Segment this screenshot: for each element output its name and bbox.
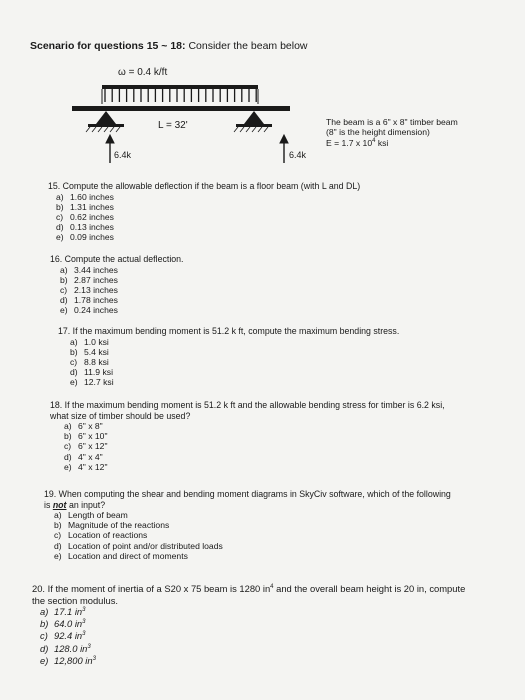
answer-option [40, 655, 465, 667]
q20-prompt-line2: the section modulus. [32, 594, 118, 606]
option-exponent: 3 [82, 619, 86, 626]
beam-desc-line2: (8" is the height dimension) [326, 127, 430, 138]
option-text: 1.78 inches [74, 295, 118, 306]
option-text: 2.13 inches [74, 284, 118, 295]
option-letter: a) [54, 510, 62, 520]
option-letter: c) [60, 284, 68, 295]
answer-option [56, 192, 360, 202]
option-text: 12,800 in [54, 654, 93, 666]
question-20 [32, 583, 465, 667]
option-letter: d) [56, 222, 64, 233]
answer-option [70, 377, 399, 387]
answer-option [40, 643, 465, 655]
q19-options [44, 510, 451, 561]
distributed-load [102, 85, 258, 104]
q16-prompt: 16. Compute the actual deflection. [50, 254, 184, 264]
answer-option [54, 551, 451, 561]
option-letter: b) [56, 201, 64, 212]
q18-prompt-line2: what size of timber should be used? [50, 410, 191, 421]
beam [72, 106, 290, 111]
answer-option [56, 232, 360, 242]
answer-option [56, 222, 360, 232]
option-text: Location of reactions [68, 530, 148, 541]
option-text: 6" x 12" [78, 441, 108, 452]
option-letter: d) [64, 451, 72, 462]
q17-options [58, 337, 399, 388]
beam-description [326, 117, 458, 148]
q18-options [50, 421, 445, 472]
option-text: Location of point and/or distributed loads [68, 540, 223, 551]
question-15 [48, 181, 360, 243]
q19-prompt-line2: is not an input? [44, 499, 106, 510]
option-letter: b) [60, 274, 68, 285]
option-letter: a) [60, 264, 68, 275]
option-text: 92.4 in [54, 630, 83, 642]
option-text: 1.31 inches [70, 201, 114, 212]
answer-option [70, 357, 399, 367]
option-letter: c) [40, 630, 48, 642]
option-text: 1.60 inches [70, 191, 114, 202]
option-text: 12.7 ksi [84, 377, 114, 388]
option-letter: b) [40, 618, 49, 630]
beam-length-label: L = 32' [158, 120, 188, 131]
answer-option [64, 452, 445, 462]
option-exponent: 3 [92, 655, 96, 662]
q20-options [32, 606, 465, 667]
right-reaction-label: 6.4k [289, 150, 307, 160]
beam-load-label: ω = 0.4 k/ft [118, 67, 168, 78]
scenario-text: Consider the beam below [188, 40, 308, 52]
left-support [86, 111, 124, 132]
question-19 [44, 489, 451, 561]
question-17 [58, 326, 399, 388]
option-text: 0.62 inches [70, 211, 114, 222]
beam-desc-line3: E = 1.7 x $10^4$ ksi [326, 137, 389, 148]
option-letter: d) [40, 642, 49, 654]
answer-option [56, 212, 360, 222]
option-text: 3.44 inches [74, 264, 118, 275]
answer-option [60, 275, 184, 285]
option-text: 64.0 in [54, 618, 83, 630]
q18-prompt-line1: 18. If the maximum bending moment is 51.2 k ft and the allowable bending stress for timber is 6.2 ksi, [50, 400, 445, 410]
option-text: 0.24 inches [74, 305, 118, 316]
option-text: 0.13 inches [70, 222, 114, 233]
left-reaction-label: 6.4k [114, 150, 132, 160]
option-text: Length of beam [68, 510, 128, 520]
answer-option [54, 541, 451, 551]
option-letter: c) [64, 441, 72, 452]
answer-option [40, 606, 465, 618]
answer-option [60, 305, 184, 315]
answer-option [40, 630, 465, 642]
option-letter: e) [70, 377, 78, 388]
answer-option [70, 367, 399, 377]
beam-desc-line1: The beam is a 6" x 8" timber beam [326, 117, 458, 127]
option-text: 4" x 12" [78, 461, 108, 472]
answer-option [60, 285, 184, 295]
option-text: 4" x 4" [78, 451, 103, 462]
option-letter: d) [60, 295, 68, 306]
answer-option [60, 295, 184, 305]
option-letter: e) [64, 461, 72, 472]
option-text: 6" x 10" [78, 431, 108, 442]
option-letter: b) [64, 431, 72, 442]
option-text: 17.1 in [54, 606, 83, 617]
q15-options [48, 192, 360, 243]
answer-option [64, 421, 445, 431]
question-16 [50, 254, 184, 316]
option-letter: e) [60, 305, 68, 316]
option-letter: a) [40, 606, 49, 617]
q17-prompt: 17. If the maximum bending moment is 51.2 k ft, compute the maximum bending stress. [58, 326, 400, 336]
answer-option [64, 462, 445, 472]
option-letter: a) [64, 421, 72, 431]
option-letter: b) [70, 346, 78, 357]
q16-options [50, 265, 184, 316]
question-18 [50, 400, 445, 472]
answer-option [70, 337, 399, 347]
option-letter: c) [56, 211, 64, 222]
option-text: Location and direct of moments [68, 550, 188, 561]
answer-option [40, 618, 465, 630]
left-reaction-arrow [106, 135, 114, 163]
answer-option [56, 202, 360, 212]
option-exponent: 3 [87, 643, 91, 650]
answer-option [64, 441, 445, 451]
answer-option [54, 510, 451, 520]
option-letter: d) [70, 367, 78, 378]
option-text: 128.0 in [54, 642, 88, 654]
q20-prompt-line1: 20. If the moment of inertia of a S20 x 75 beam is 1280 $in^4$ and the overall beam height is 20 in, compute [32, 583, 466, 594]
option-text: 0.09 inches [70, 232, 114, 243]
option-text: 1.0 ksi [84, 336, 109, 347]
q19-prompt-line1: 19. When computing the shear and bending moment diagrams in SkyCiv software, which of the following [44, 489, 451, 499]
option-text: 5.4 ksi [84, 346, 109, 357]
answer-option [60, 265, 184, 275]
option-letter: e) [54, 550, 62, 561]
answer-option [54, 520, 451, 530]
option-letter: a) [70, 336, 78, 347]
option-text: Magnitude of the reactions [68, 520, 170, 531]
option-letter: c) [70, 356, 78, 367]
right-support [234, 111, 272, 132]
option-text: 8.8 ksi [84, 356, 109, 367]
answer-option [70, 347, 399, 357]
q15-prompt: 15. Compute the allowable deflection if the beam is a floor beam (with L and DL) [48, 181, 361, 191]
option-text: 6" x 8" [78, 421, 103, 431]
beam-diagram [0, 0, 525, 175]
option-letter: b) [54, 520, 62, 531]
option-text: 2.87 inches [74, 274, 118, 285]
scenario-label: Scenario for questions 15 ~ 18: [30, 40, 186, 52]
option-exponent: 3 [82, 631, 86, 638]
answer-option [64, 431, 445, 441]
option-letter: e) [56, 232, 64, 243]
option-letter: c) [54, 530, 62, 541]
option-letter: e) [40, 654, 49, 666]
option-letter: d) [54, 540, 62, 551]
right-reaction-arrow [280, 135, 288, 163]
answer-option [54, 530, 451, 540]
option-letter: a) [56, 191, 64, 202]
option-text: 11.9 ksi [84, 367, 113, 378]
option-exponent: 3 [82, 606, 86, 613]
